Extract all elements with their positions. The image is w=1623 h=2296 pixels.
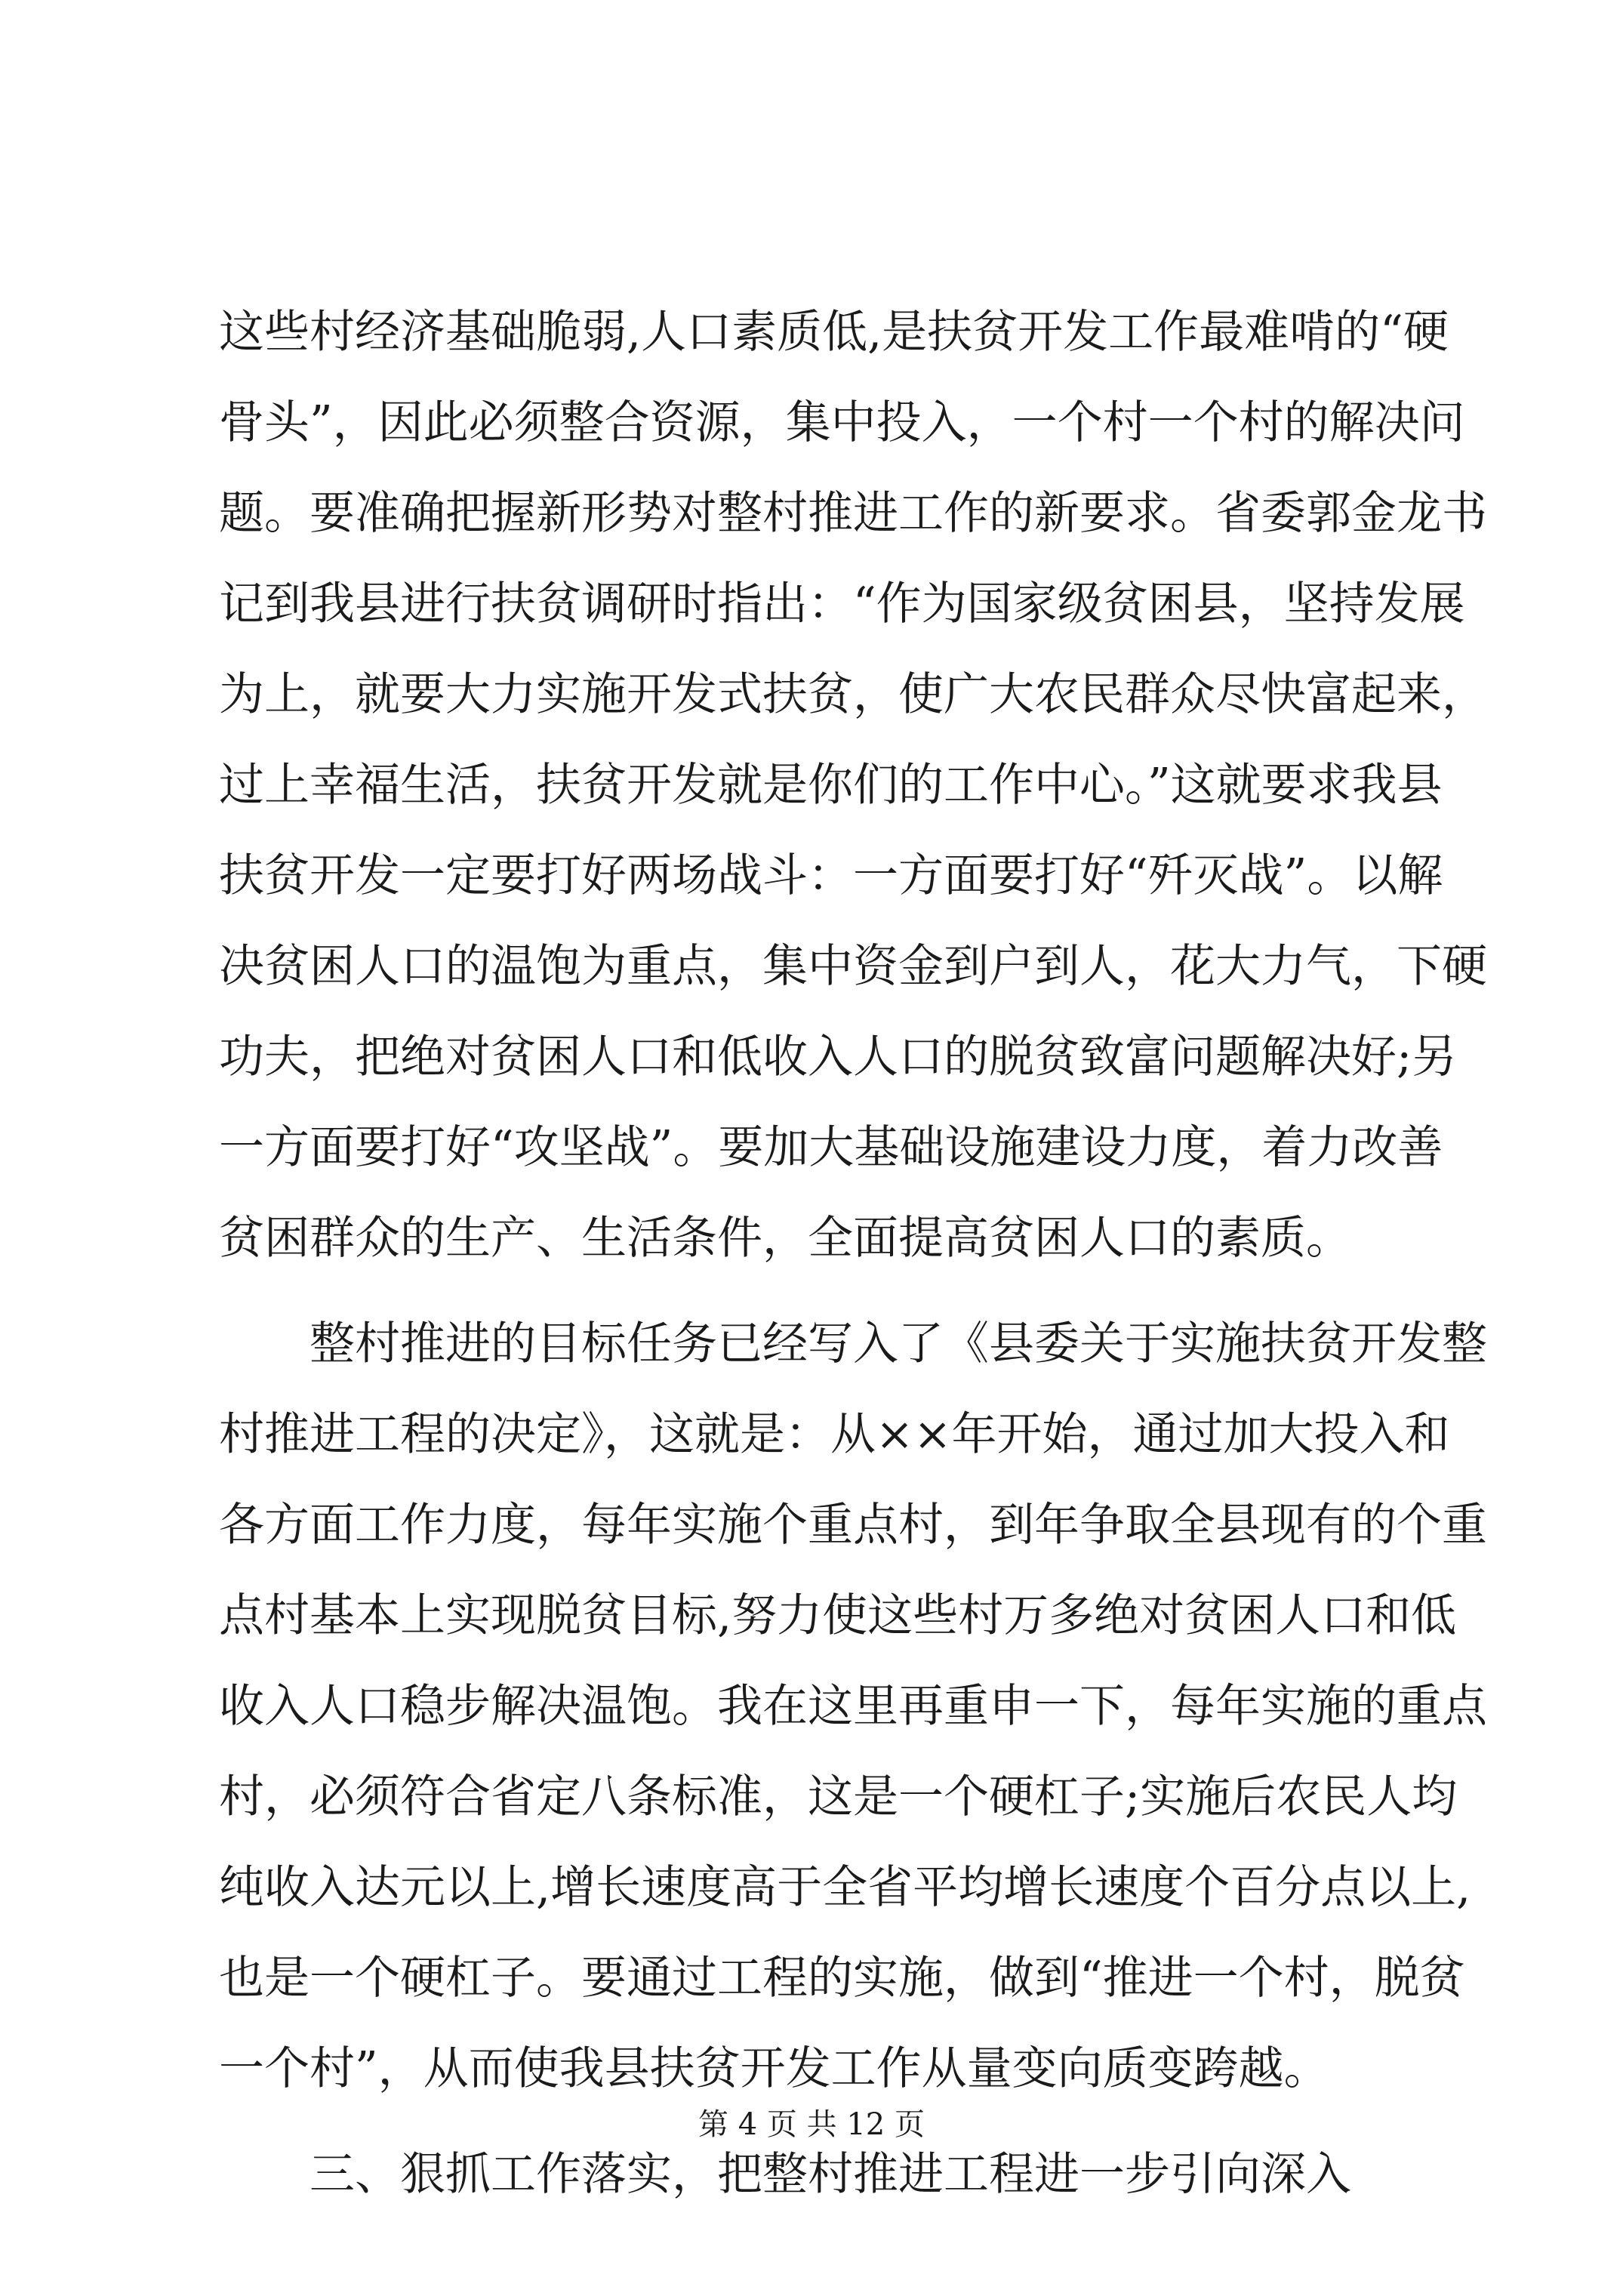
text-line: 功夫，把绝对贫困人口和低收入人口的脱贫致富问题解决好;另 — [219, 1031, 1458, 1083]
text-line: 骨头”，因此必须整合资源，集中投入，一个村一个村的解决问 — [219, 396, 1465, 449]
text-line: 决贫困人口的温饱为重点，集中资金到户到人，花大力气，下硬 — [219, 940, 1487, 993]
text-line: 一方面要打好“攻坚战”。要加大基础设施建设力度，着力改善 — [219, 1121, 1443, 1174]
text-line: 整村推进的目标任务已经写入了《县委关于实施扶贫开发整 — [310, 1318, 1487, 1370]
text-line: 也是一个硬杠子。要通过工程的实施，做到“推进一个村，脱贫 — [219, 1952, 1465, 2005]
text-line: 记到我县进行扶贫调研时指出：“作为国家级贫困县，坚持发展 — [219, 578, 1465, 630]
section-heading: 三、狠抓工作落实，把整村推进工程进一步引向深入 — [310, 2148, 1351, 2201]
text-line: 收入人口稳步解决温饱。我在这里再重申一下，每年实施的重点 — [219, 1680, 1487, 1733]
text-line: 这些村经济基础脆弱,人口素质低,是扶贫开发工作最难啃的“硬 — [219, 306, 1449, 359]
text-line: 村推进工程的决定》，这就是：从××年开始，通过加大投入和 — [219, 1408, 1450, 1461]
text-line: 过上幸福生活，扶贫开发就是你们的工作中心。”这就要求我县 — [219, 759, 1443, 812]
text-line: 村，必须符合省定八条标准，这是一个硬杠子;实施后农民人均 — [219, 1771, 1458, 1823]
page-number-footer: 第 4 页 共 12 页 — [698, 2107, 925, 2142]
text-line: 纯收入达元以上,增长速度高于全省平均增长速度个百分点以上, — [219, 1861, 1471, 1914]
text-line: 扶贫开发一定要打好两场战斗：一方面要打好“歼灭战”。以解 — [219, 849, 1443, 902]
text-line: 点村基本上实现脱贫目标,努力使这些村万多绝对贫困人口和低 — [219, 1589, 1457, 1642]
text-line: 题。要准确把握新形势对整村推进工作的新要求。省委郭金龙书 — [219, 487, 1487, 540]
text-line: 一个村”，从而使我县扶贫开发工作从量变向质变跨越。 — [219, 2042, 1329, 2095]
text-line: 贫困群众的生产、生活条件，全面提高贫困人口的素质。 — [219, 1212, 1351, 1265]
text-line: 为上，就要大力实施开发式扶贫，使广大农民群众尽快富起来， — [219, 668, 1487, 721]
text-line: 各方面工作力度，每年实施个重点村，到年争取全县现有的个重 — [219, 1499, 1487, 1552]
